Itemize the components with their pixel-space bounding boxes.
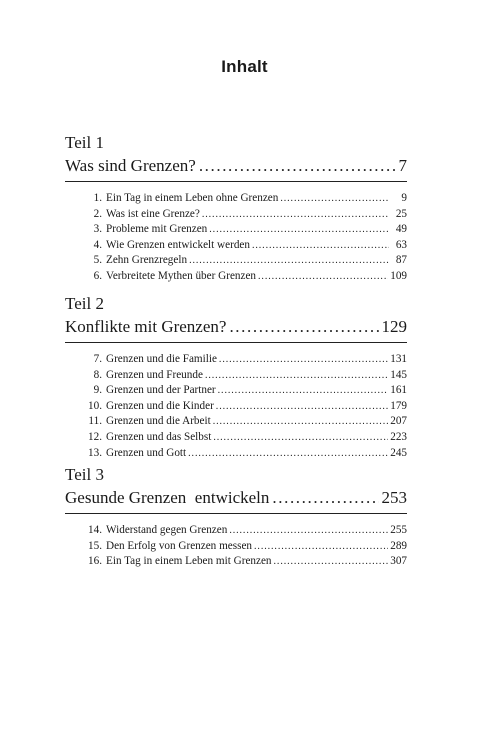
chapter-title: Grenzen und die Arbeit [106, 415, 211, 428]
chapter-page: 179 [390, 399, 407, 412]
part-heading: Konflikte mit Grenzen? [65, 317, 227, 336]
chapter-title: Grenzen und Gott [106, 446, 187, 459]
chapter-page: 9 [401, 192, 407, 204]
chapter-entry [78, 238, 407, 254]
dot-leader [188, 446, 388, 462]
chapter-entry [78, 253, 407, 269]
part-page: 129 [381, 317, 407, 336]
chapter-page: 207 [390, 415, 407, 428]
chapter-entry [78, 539, 407, 555]
dot-leader [199, 155, 396, 177]
dot-leader [213, 430, 388, 446]
part-page: 7 [398, 156, 407, 175]
chapter-entry [78, 523, 407, 539]
part-heading-row [65, 487, 407, 509]
part-heading-row [65, 316, 407, 338]
dot-leader [218, 383, 389, 399]
chapter-number: 15. [88, 539, 102, 552]
chapter-title: Wie Grenzen entwickelt werden [106, 238, 250, 251]
chapter-title: Grenzen und Freunde [106, 368, 203, 381]
chapter-entry [78, 383, 407, 399]
chapter-number: 11. [88, 415, 102, 428]
chapter-entry [78, 414, 407, 430]
chapter-list [78, 352, 407, 461]
dot-leader [280, 191, 389, 207]
chapter-number: 7. [93, 353, 102, 365]
chapter-page: 63 [395, 238, 407, 251]
chapter-number: 4. [93, 238, 102, 251]
dot-leader [209, 222, 389, 238]
chapter-list [78, 191, 407, 285]
chapter-entry [78, 368, 407, 384]
chapter-number: 13. [88, 446, 102, 459]
chapter-title: Grenzen und der Partner [106, 384, 216, 397]
dot-leader [229, 523, 388, 539]
chapter-page: 109 [390, 269, 407, 282]
chapter-list [78, 523, 407, 570]
chapter-entry [78, 269, 407, 285]
chapter-entry [78, 191, 407, 207]
dot-leader [205, 368, 388, 384]
chapter-number: 1. [93, 192, 102, 204]
chapter-entry [78, 446, 407, 462]
dot-leader [274, 554, 389, 570]
dot-leader [258, 269, 388, 285]
chapter-number: 16. [88, 555, 102, 568]
chapter-page: 87 [395, 254, 407, 267]
chapter-page: 131 [390, 353, 407, 365]
dot-leader [252, 238, 389, 254]
chapter-page: 25 [395, 207, 407, 220]
chapter-title: Grenzen und die Kinder [106, 399, 214, 412]
chapter-title: Grenzen und das Selbst [106, 430, 212, 443]
chapter-entry [78, 222, 407, 238]
dot-leader [219, 352, 388, 368]
chapter-number: 5. [93, 254, 102, 267]
chapter-number: 10. [88, 399, 102, 412]
dot-leader [272, 487, 378, 509]
dot-leader [254, 539, 388, 555]
part-divider [65, 513, 407, 514]
chapter-page: 161 [390, 384, 407, 397]
chapter-title: Grenzen und die Familie [106, 353, 217, 365]
chapter-title: Widerstand gegen Grenzen [106, 524, 228, 536]
chapter-title: Ein Tag in einem Leben mit Grenzen [106, 555, 272, 568]
chapter-title: Probleme mit Grenzen [106, 223, 208, 236]
part-3 [65, 465, 407, 570]
dot-leader [213, 414, 389, 430]
dot-leader [189, 253, 389, 269]
chapter-number: 6. [93, 269, 102, 282]
chapter-page: 223 [390, 430, 407, 443]
dot-leader [202, 207, 389, 223]
chapter-entry [78, 554, 407, 570]
chapter-page: 49 [395, 223, 407, 236]
part-heading-row [65, 155, 407, 177]
chapter-number: 3. [93, 223, 102, 236]
chapter-entry [78, 207, 407, 223]
chapter-title: Den Erfolg von Grenzen messen [106, 539, 253, 552]
dot-leader [229, 316, 378, 338]
chapter-title: Zehn Grenzregeln [106, 254, 188, 267]
chapter-page: 245 [390, 446, 407, 459]
part-page: 253 [381, 488, 407, 507]
chapter-entry [78, 352, 407, 368]
chapter-number: 2. [93, 207, 102, 220]
chapter-page: 307 [390, 555, 407, 568]
part-divider [65, 342, 407, 343]
page-title: Inhalt [221, 57, 268, 76]
chapter-page: 289 [390, 539, 407, 552]
chapter-number: 8. [93, 368, 102, 381]
part-divider [65, 181, 407, 182]
chapter-number: 14. [88, 524, 102, 536]
chapter-entry [78, 430, 407, 446]
chapter-number: 9. [93, 384, 102, 397]
part-label: Teil 2 [65, 294, 104, 313]
dot-leader [216, 399, 388, 415]
chapter-entry [78, 399, 407, 415]
part-label: Teil 3 [65, 465, 104, 484]
chapter-number: 12. [88, 430, 102, 443]
part-heading: Gesunde Grenzen entwickeln [65, 488, 270, 507]
chapter-page: 255 [390, 524, 407, 536]
chapter-title: Was ist eine Grenze? [106, 207, 200, 220]
part-heading: Was sind Grenzen? [65, 156, 196, 175]
part-label: Teil 1 [65, 133, 104, 152]
part-1 [65, 133, 407, 285]
chapter-title: Verbreitete Mythen über Grenzen [106, 269, 257, 282]
chapter-page: 145 [390, 368, 407, 381]
chapter-title: Ein Tag in einem Leben ohne Grenzen [106, 192, 279, 204]
part-2 [65, 294, 407, 461]
